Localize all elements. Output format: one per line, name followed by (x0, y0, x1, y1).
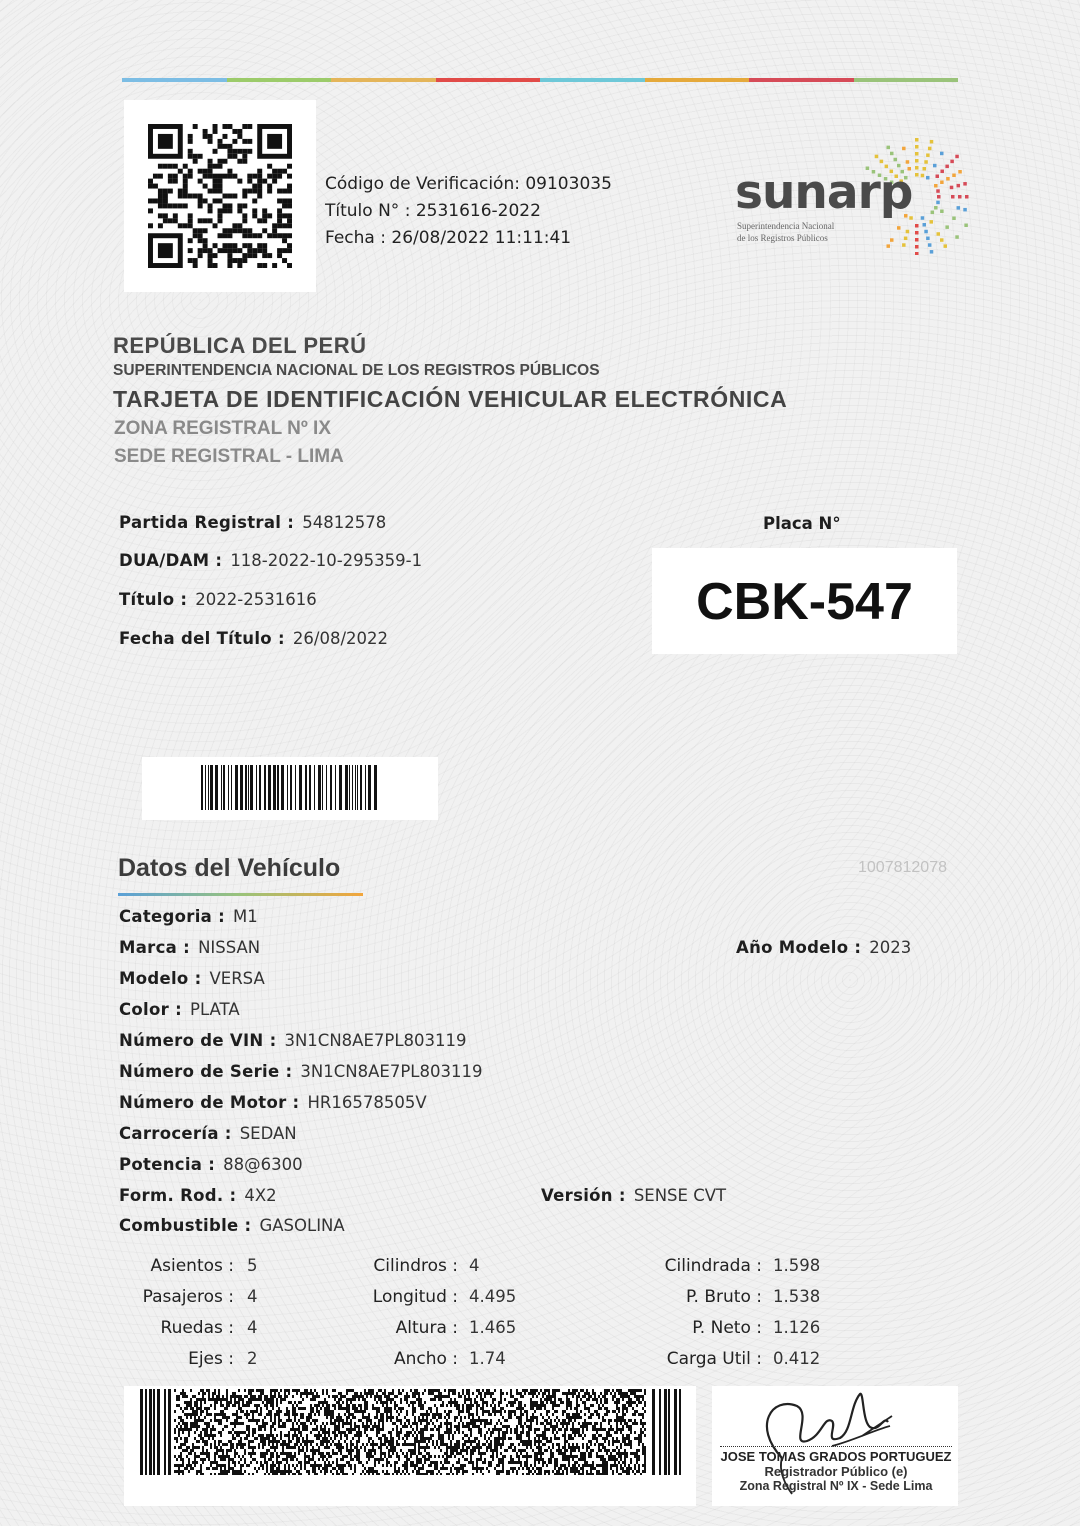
ruedas-label: Ruedas : (160, 1318, 234, 1338)
topbar-segment (331, 78, 436, 82)
version-row (541, 1186, 726, 1206)
longitud-label: Longitud : (372, 1287, 458, 1307)
verification-code: Código de Verificación: 09103035 (325, 174, 612, 194)
motor-row (119, 1093, 427, 1113)
signer-role: Registrador Público (e) (764, 1464, 908, 1479)
field-label: Potencia : (119, 1155, 216, 1174)
field-label: DUA/DAM : (119, 551, 223, 570)
topbar-segment (227, 78, 332, 82)
serie-value: 3N1CN8AE7PL803119 (300, 1062, 483, 1081)
ruedas-value: 4 (247, 1318, 258, 1337)
document-title: TARJETA DE IDENTIFICACIÓN VEHICULAR ELECTRÓNICA (113, 386, 788, 412)
carga-label: Carga Util : (666, 1349, 762, 1369)
serie-row (119, 1062, 482, 1082)
altura-value: 1.465 (469, 1318, 517, 1337)
sunarp-subtitle (737, 220, 877, 244)
topbar-segment (749, 78, 854, 82)
field-label: Marca : (119, 938, 191, 957)
modelo-value: VERSA (209, 969, 265, 988)
titulo-value: 2022-2531616 (195, 590, 317, 609)
anio-row (736, 938, 911, 958)
barcode-panel (142, 757, 438, 820)
carroceria-value: SEDAN (239, 1124, 297, 1143)
topbar-segment (645, 78, 750, 82)
dua-row (119, 551, 422, 571)
asientos-label: Asientos : (150, 1256, 234, 1276)
marca-row (119, 938, 260, 958)
section-title: Datos del Vehículo (118, 854, 341, 882)
topbar-segment (122, 78, 227, 82)
cilindrada-label: Cilindrada : (664, 1256, 762, 1276)
signer-zone: Zona Registral Nº IX - Sede Lima (739, 1479, 933, 1493)
placa-box (652, 548, 957, 654)
motor-value: HR16578505V (307, 1093, 427, 1112)
qr-code (148, 124, 292, 268)
anio-value: 2023 (869, 938, 912, 957)
field-label: Versión : (541, 1186, 626, 1205)
categoria-row (119, 907, 258, 927)
potencia-value: 88@6300 (223, 1155, 303, 1174)
titulo-row (119, 590, 317, 610)
carga-value: 0.412 (773, 1349, 821, 1368)
pdf417-panel (124, 1386, 696, 1506)
pdf417-barcode (140, 1389, 682, 1475)
field-label: Número de Motor : (119, 1093, 300, 1112)
sunarp-logo (735, 120, 970, 255)
fecha-titulo-row (119, 629, 388, 649)
asientos-value: 5 (247, 1256, 258, 1275)
partida-row (119, 513, 386, 533)
field-label: Número de VIN : (119, 1031, 277, 1050)
qr-code-panel (124, 100, 316, 292)
vin-row (119, 1031, 467, 1051)
field-label: Carrocería : (119, 1124, 232, 1143)
field-label: Fecha del Título : (119, 629, 285, 648)
ejes-label: Ejes : (188, 1349, 234, 1369)
dua-value: 118-2022-10-295359-1 (230, 551, 423, 570)
linear-barcode (201, 765, 379, 810)
pneto-label: P. Neto : (692, 1318, 762, 1338)
pbruto-label: P. Bruto : (685, 1287, 762, 1307)
cilindros-value: 4 (469, 1256, 480, 1275)
carroceria-row (119, 1124, 297, 1144)
formrod-value: 4X2 (244, 1186, 277, 1205)
version-value: SENSE CVT (633, 1186, 727, 1205)
pbruto-value: 1.538 (773, 1287, 821, 1306)
topbar-segment (854, 78, 959, 82)
field-label: Combustible : (119, 1216, 252, 1235)
color-value: PLATA (190, 1000, 240, 1019)
color-row (119, 1000, 240, 1020)
combustible-row (119, 1216, 345, 1236)
vin-value: 3N1CN8AE7PL803119 (284, 1031, 467, 1050)
signer-name: JOSE TOMAS GRADOS PORTUGUEZ (720, 1446, 952, 1464)
field-label: Categoria : (119, 907, 226, 926)
topbar-segment (436, 78, 541, 82)
formrod-row (119, 1186, 277, 1206)
country-heading: REPÚBLICA DEL PERÚ (113, 333, 367, 358)
placa-number: CBK-547 (696, 573, 913, 631)
altura-label: Altura : (395, 1318, 458, 1338)
longitud-value: 4.495 (469, 1287, 517, 1306)
pasajeros-value: 4 (247, 1287, 258, 1306)
cilindrada-value: 1.598 (773, 1256, 821, 1275)
pasajeros-label: Pasajeros : (142, 1287, 234, 1307)
cilindros-label: Cilindros : (373, 1256, 458, 1276)
ejes-value: 2 (247, 1349, 258, 1368)
sunarp-subtitle-line: de los Registros Públicos (737, 233, 828, 243)
agency-heading: SUPERINTENDENCIA NACIONAL DE LOS REGISTROS PÚBLICOS (113, 362, 600, 379)
verification-block (325, 171, 612, 252)
marca-value: NISSAN (198, 938, 261, 957)
ancho-label: Ancho : (393, 1349, 458, 1369)
field-label: Form. Rod. : (119, 1186, 237, 1205)
placa-label: Placa N° (763, 514, 841, 533)
field-label: Color : (119, 1000, 183, 1019)
field-label: Título : (119, 590, 188, 609)
serial-number: 1007812078 (858, 859, 947, 876)
field-label: Modelo : (119, 969, 202, 988)
topbar-segment (540, 78, 645, 82)
signature-block (712, 1386, 958, 1506)
fecha-timestamp: Fecha : 26/08/2022 11:11:41 (325, 228, 572, 248)
pneto-value: 1.126 (773, 1318, 821, 1337)
section-underline (118, 893, 363, 896)
sede-registral: SEDE REGISTRAL - LIMA (114, 446, 344, 467)
modelo-row (119, 969, 265, 989)
field-label: Año Modelo : (736, 938, 862, 957)
fecha-titulo-value: 26/08/2022 (292, 629, 388, 648)
zona-registral: ZONA REGISTRAL Nº IX (114, 418, 332, 439)
combustible-value: GASOLINA (259, 1216, 345, 1235)
categoria-value: M1 (233, 907, 258, 926)
color-top-bar (122, 78, 958, 82)
sunarp-subtitle-line: Superintendencia Nacional (737, 221, 835, 231)
sunarp-wordmark: sunarp (735, 165, 913, 220)
partida-value: 54812578 (302, 513, 387, 532)
titulo-number: Título N° : 2531616-2022 (325, 201, 541, 221)
field-label: Partida Registral : (119, 513, 295, 532)
ancho-value: 1.74 (469, 1349, 506, 1368)
field-label: Número de Serie : (119, 1062, 293, 1081)
potencia-row (119, 1155, 303, 1175)
